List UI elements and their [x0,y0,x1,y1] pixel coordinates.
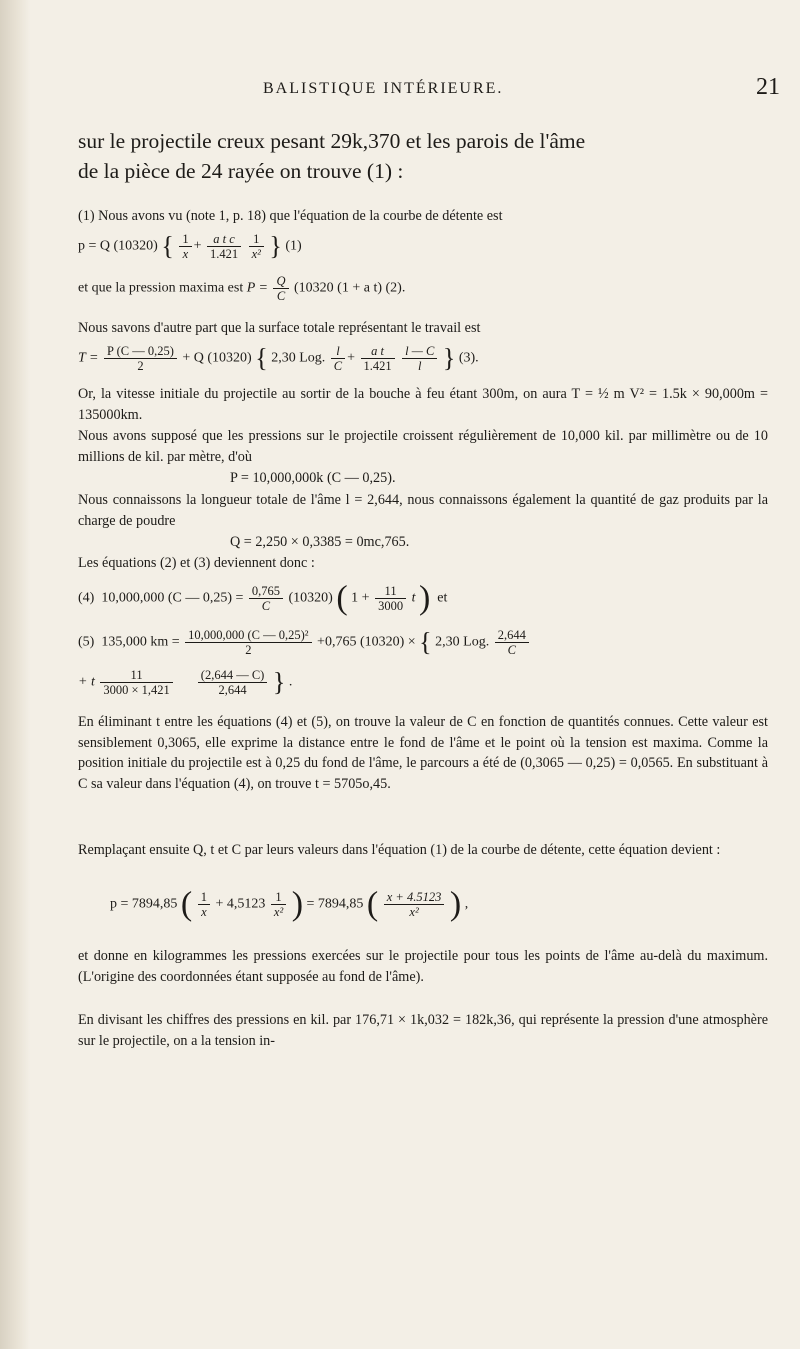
eq5-fraction: $\frac{\text{10,000,000 (C — 0,25)²}}{2}$ [185,628,311,657]
eq2-fraction: $\frac{Q}{C}$ [273,274,288,303]
paragraph-vitesse: Or, la vitesse initiale du projectile au sortir de la bouche à feu étant 300m, on aura T = ½ m V² = 1.5k × 90,000m = 135000km. [78,386,768,423]
eqT-log: 2,30 Log. [271,350,326,366]
equation-5-continued [78,668,292,697]
lead-line-1: sur le projectile creux pesant 29k,370 et les parois de l'âme [78,129,586,153]
eq1-left: p = Q (10320) [78,238,158,254]
eq4-tag: (4) [78,590,95,606]
eq5-lhs: 135,000 km = [101,634,180,650]
eqF-paren-close-2: ) [449,885,462,923]
sentence-travail: Nous savons d'autre part que la surface totale représentant le travail est [78,320,481,336]
equation-2 [78,274,405,303]
eqF-paren-open-1: ( [180,885,193,923]
equation-final [110,885,469,923]
running-head: BALISTIQUE INTÉRIEURE. [263,80,504,97]
page-number: 21 [756,74,780,100]
equation-1: p = Q (10320) { $\frac{1}{x}$ + $\frac{\text{a t c}}{1.421}$ $\frac{1}{\text{x²}}$ } (1) [78,231,302,261]
eqF-paren-close-1: ) [291,885,304,923]
note-intro: (1) Nous avons vu (note 1, p. 18) que l'équation de la courbe de détente est [78,208,503,224]
paragraph-longueur: Nous connaissons la longueur totale de l'âme l = 2,644, nous connaissons également la quantité de gaz produits par la charge de poudre [78,492,768,529]
eq2-prefix: et que la pression maxima est [78,280,244,296]
eqT-brace-close: } [442,343,456,373]
eq4-et: et [437,590,448,606]
paragraph-donne: et donne en kilogrammes les pressions exercées sur le projectile pour tous les points de l'âme au-delà du maximum. (L'origine des coordonnées étant supposée au fond de l'âme). [78,948,768,985]
eq2-p: P = [246,280,268,296]
eq1-brace-open: { [161,231,174,261]
eq5-mid: +0,765 (10320) × [317,634,416,650]
eq1-brace-close: } [269,231,282,261]
eq4-paren-open: ( [336,579,348,617]
eqT-tag: (3). [458,350,479,366]
paragraph-pressions: Nous avons supposé que les pressions sur le projectile croissent régulièrement de 10,000 kil. par millimètre ou de 10 millions de kil. par mètre, d'où [78,428,768,465]
eq4-inner: 1 + [351,590,370,606]
eq1-tag: (1) [285,238,302,254]
eq4-t: t [411,590,416,606]
page-binding-shadow [0,0,30,1349]
eqT-lhs: T = [78,350,99,366]
eq2-rest: (10320 (1 + a t) (2). [294,280,406,296]
eq5b-end: . [288,674,293,690]
eqT-mid: + Q (10320) [182,350,252,366]
eq4-lhs: 10,000,000 (C — 0,25) = [101,590,244,606]
eqT-fraction-2: $\frac{l}{C}$ [331,344,345,373]
eq1-fraction-3: $\frac{1}{\text{x²}}$ [249,232,264,261]
eq5b-plus-t: + t [78,674,95,690]
eq4-inner-fraction: $\frac{11}{3000}$ [375,584,406,613]
eqF-plus: + 4,5123 [215,896,266,912]
eqF-lhs: p = 7894,85 [110,896,178,912]
eqT-brace-open: { [255,343,268,373]
paragraph-eliminant: En éliminant t entre les équations (4) et (5), on trouve la valeur de C en fonction de quantités connues. Cette valeur est sensiblement 0,3065, elle exprime la distance entre le fond de l'âme et le point où la tension est maxima. Comme la position initiale du projectile est à 0,25 du fond de l'âme, le parcours a été de (0,3065 — 0,25) = 0,0565. En substituant à C sa valeur dans l'équation (4), on trouve t = 5705o,45. [78,714,768,792]
eqT-fraction-3: $\frac{\text{a t}}{1.421}$ [361,344,395,373]
eqF-paren-open-2: ( [366,885,379,923]
paragraph-divisant: En divisant les chiffres des pressions en kil. par 176,71 × 1k,032 = 182k,36, qui représente la pression d'une atmosphère sur le projectile, on a la tension in- [78,1012,768,1049]
equation-5 [78,628,531,657]
paragraph-remplacant: Remplaçant ensuite Q, t et C par leurs valeurs dans l'équation (1) de la courbe de détente, cette équation devient : [78,842,721,858]
eq4-paren-close: ) [418,579,431,617]
eq1-fraction-2: $\frac{\text{a t c}}{1.421}$ [207,232,241,261]
eq5-brace-open: { [419,627,432,657]
eq5-tag: (5) [78,634,95,650]
eqT-fraction-4: $\frac{l — C}{l}$ [402,344,437,373]
eqF-fraction-1: $\frac{1}{x}$ [198,890,210,919]
eq4-fraction: $\frac{0,765}{C}$ [249,584,283,613]
eq1-fraction-1: $\frac{1}{x}$ [179,232,191,261]
equation-P: P = 10,000,000k (C — 0,25). [230,470,396,486]
eqF-fraction-2: $\frac{1}{\text{x²}}$ [271,890,286,919]
eqT-fraction-1: $\frac{P (C — 0,25)}{2}$ [104,344,177,373]
eq5b-fraction-1: $\frac{11}{3000 \times 1,421}$ [100,668,172,697]
paragraph-devient: Les équations (2) et (3) deviennent donc : [78,555,315,571]
eqF-eq: = 7894,85 [306,896,364,912]
lead-line-2: de la pièce de 24 rayée on trouve (1) : [78,159,404,183]
eq5-log: 2,30 Log. [435,634,490,650]
eqF-end: , [464,896,469,912]
equation-3: T = $\frac{P (C — 0,25)}{2}$ + Q (10320) { 2,30 Log. $\frac{l}{C}$ + $\frac{\text{a t}}{1.421}$ $\frac{l — C}{l}$ } (3). [78,343,479,373]
eq5b-fraction-2: $\frac{(2,644 — C)}{2,644}$ [198,668,268,697]
equation-Q: Q = 2,250 × 0,3385 = 0mc,765. [230,534,410,550]
equation-4 [78,579,448,617]
eq5b-brace-close: } [272,667,286,697]
eqF-fraction-3: $\frac{x + 4.5123}{\text{x²}}$ [384,890,445,919]
eq4-mid: (10320) [288,590,333,606]
eq5-log-fraction: $\frac{2,644}{C}$ [495,628,529,657]
